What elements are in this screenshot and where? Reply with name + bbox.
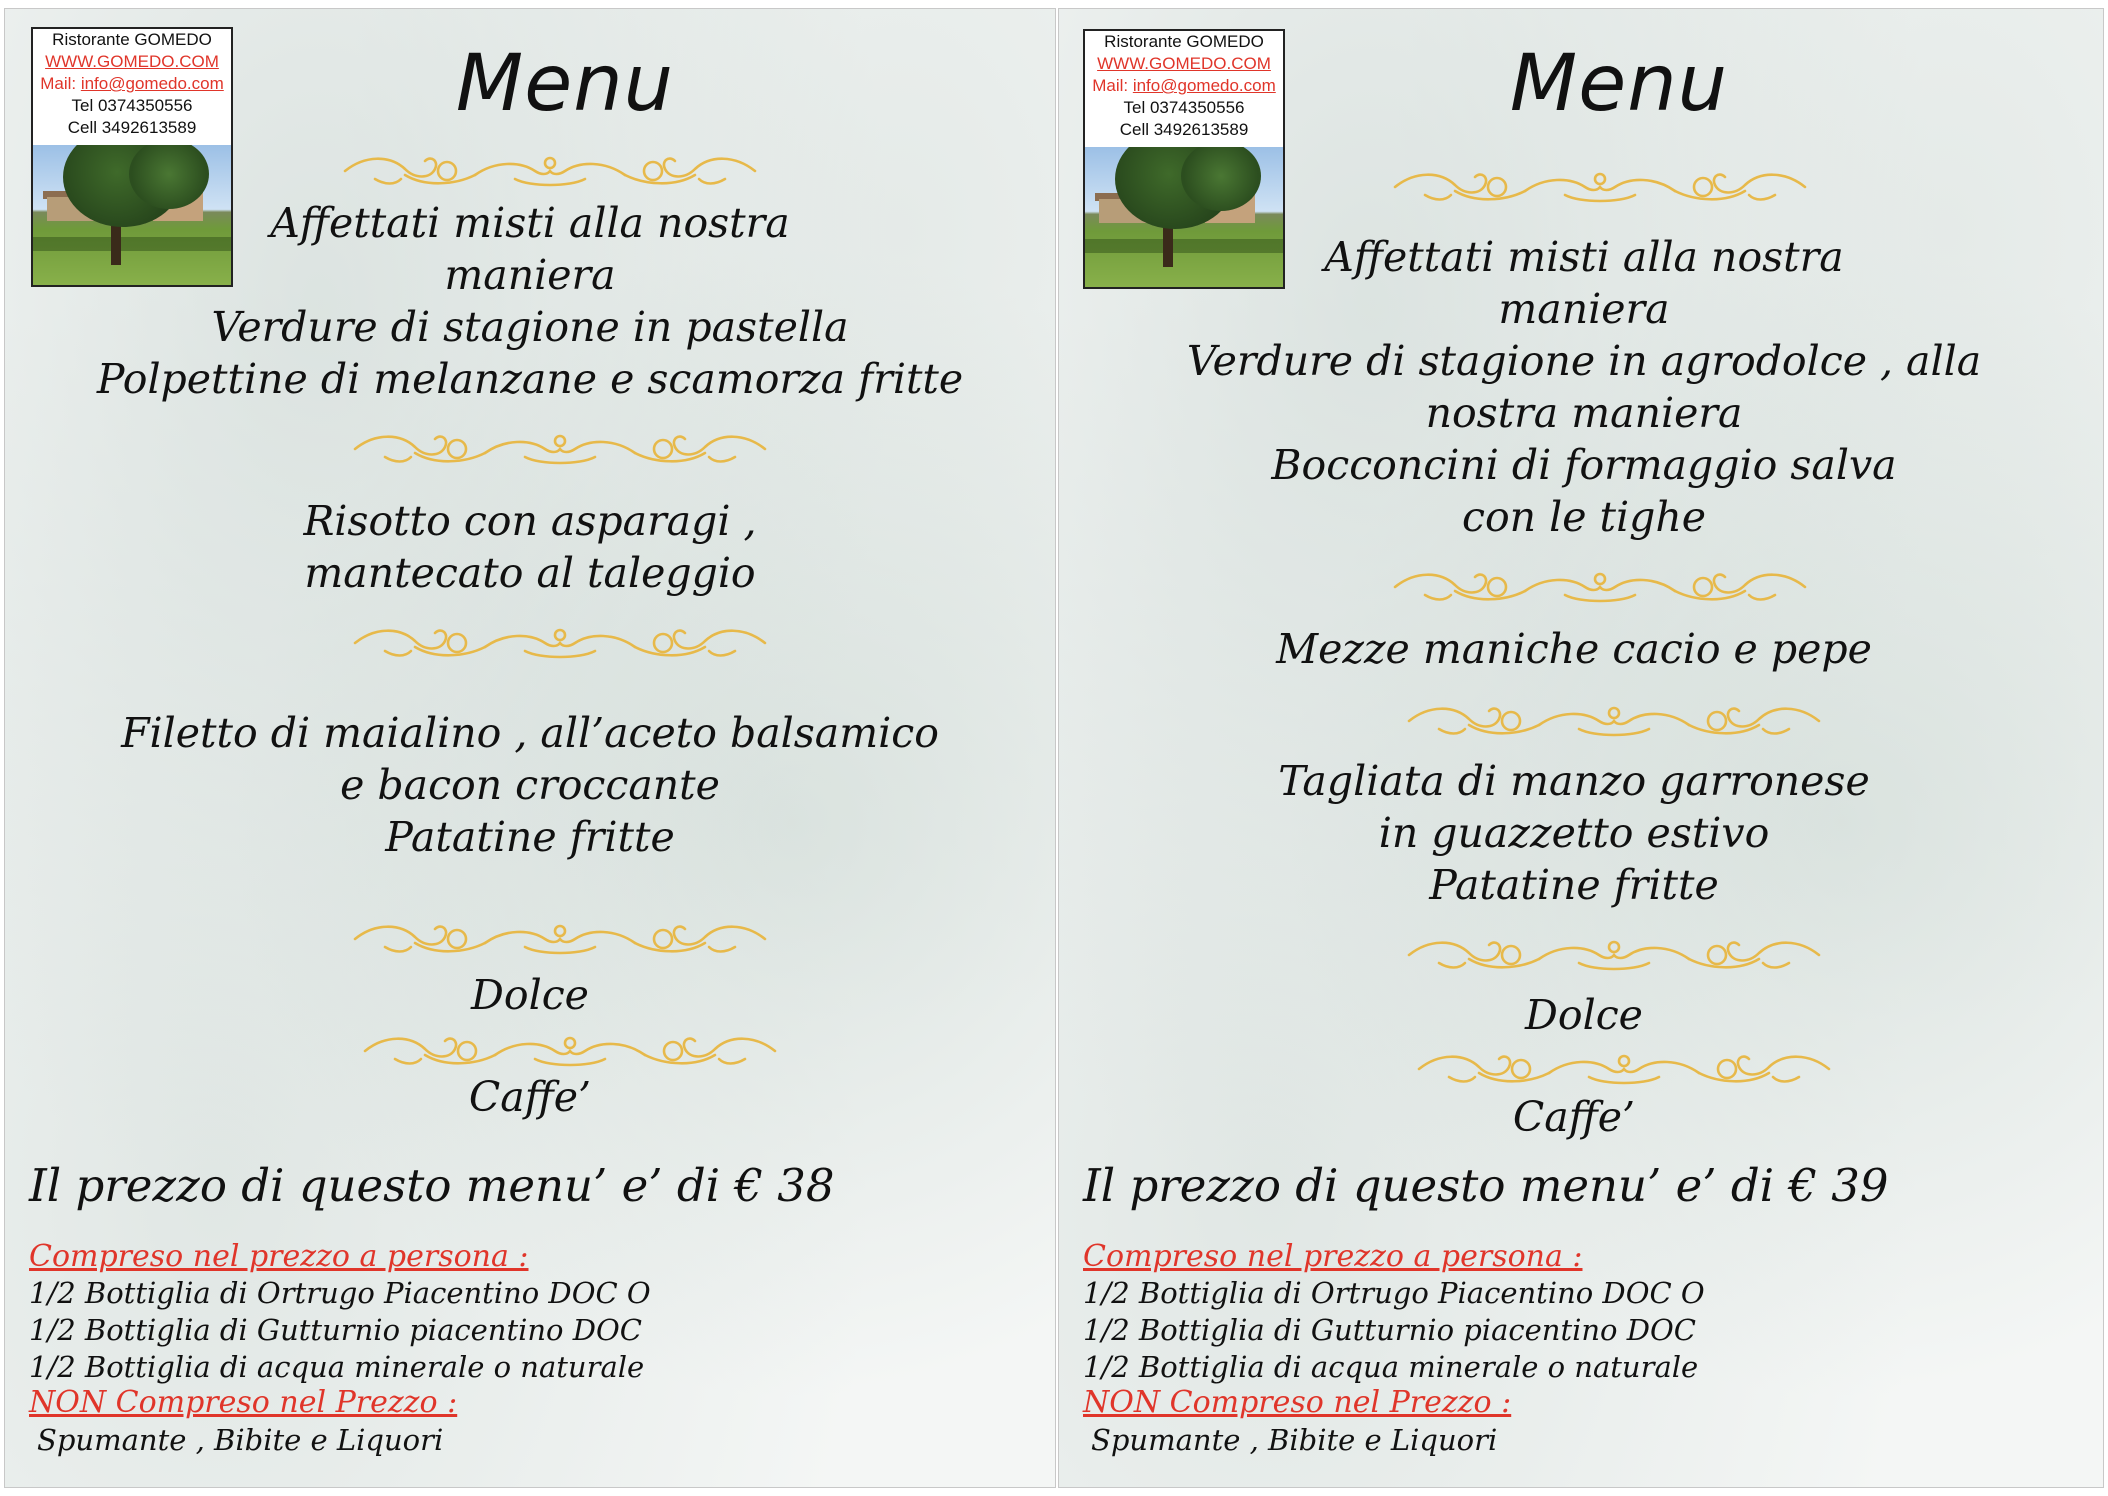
excluded-heading: NON Compreso nel Prezzo : bbox=[29, 1385, 458, 1420]
excluded-items: Spumante , Bibite e Liquori bbox=[1091, 1423, 1498, 1457]
course-caffe: Caffe’ bbox=[1512, 1093, 1636, 1141]
restaurant-phone: Tel 0374350556 bbox=[71, 96, 193, 115]
course-antipasti: Affettati misti alla nostra maniera Verdure di stagione in agrodolce , alla nostra maniera Bocconcini di formaggio salva con le tighe bbox=[1186, 233, 1982, 541]
list-item: 1/2 Bottiglia di acqua minerale o naturale bbox=[29, 1350, 645, 1384]
list-item: 1/2 Bottiglia di Ortrugo Piacentino DOC O bbox=[1083, 1276, 1705, 1310]
course-primo: Mezze maniche cacio e pepe bbox=[1276, 625, 1872, 673]
ornament-divider bbox=[1385, 565, 1815, 609]
course-secondo: Tagliata di manzo garronese in guazzetto estivo Patatine fritte bbox=[1278, 757, 1870, 909]
course-secondo: Filetto di maialino , all’aceto balsamico e bacon croccante Patatine fritte bbox=[121, 709, 939, 861]
ornament-divider bbox=[1399, 933, 1829, 977]
menu-page-2 bbox=[1058, 8, 2104, 1488]
restaurant-name: Ristorante GOMEDO bbox=[52, 30, 212, 49]
course-dolce: Dolce bbox=[1525, 991, 1643, 1039]
restaurant-email-link[interactable]: info@gomedo.com bbox=[1132, 76, 1276, 95]
mail-label: Mail: bbox=[40, 74, 81, 93]
ornament-divider bbox=[345, 621, 775, 665]
ornament-divider bbox=[1385, 165, 1815, 209]
restaurant-phone: Tel 0374350556 bbox=[1123, 98, 1245, 117]
menu-title: Menu bbox=[1509, 39, 1729, 129]
included-items-list bbox=[29, 1275, 651, 1386]
included-heading: Compreso nel prezzo a persona : bbox=[29, 1239, 529, 1274]
ornament-divider bbox=[345, 917, 775, 961]
restaurant-cell: Cell 3492613589 bbox=[67, 118, 197, 137]
menu-page-1 bbox=[4, 8, 1056, 1488]
restaurant-email-link[interactable]: info@gomedo.com bbox=[80, 74, 224, 93]
excluded-items: Spumante , Bibite e Liquori bbox=[37, 1423, 444, 1457]
list-item: 1/2 Bottiglia di Gutturnio piacentino DOC bbox=[1083, 1313, 1696, 1347]
menu-price: Il prezzo di questo menu’ e’ di € 39 bbox=[1083, 1159, 1889, 1212]
restaurant-website-link[interactable]: WWW.GOMEDO.COM bbox=[45, 52, 219, 71]
included-heading: Compreso nel prezzo a persona : bbox=[1083, 1239, 1583, 1274]
ornament-divider bbox=[1399, 699, 1829, 743]
restaurant-name: Ristorante GOMEDO bbox=[1104, 32, 1264, 51]
menu-title: Menu bbox=[455, 39, 675, 129]
course-primo: Risotto con asparagi , mantecato al taleggio bbox=[303, 497, 757, 597]
ornament-divider bbox=[345, 427, 775, 471]
ornament-divider bbox=[335, 149, 765, 193]
course-antipasti: Affettati misti alla nostra maniera Verdure di stagione in pastella Polpettine di melanzane e scamorza fritte bbox=[96, 199, 964, 403]
ornament-divider bbox=[355, 1029, 785, 1073]
mail-label: Mail: bbox=[1092, 76, 1133, 95]
list-item: 1/2 Bottiglia di acqua minerale o naturale bbox=[1083, 1350, 1699, 1384]
list-item: 1/2 Bottiglia di Gutturnio piacentino DOC bbox=[29, 1313, 642, 1347]
menu-price: Il prezzo di questo menu’ e’ di € 38 bbox=[29, 1159, 835, 1212]
ornament-divider bbox=[1409, 1047, 1839, 1091]
included-items-list bbox=[1083, 1275, 1705, 1386]
list-item: 1/2 Bottiglia di Ortrugo Piacentino DOC O bbox=[29, 1276, 651, 1310]
course-caffe: Caffe’ bbox=[468, 1073, 592, 1121]
restaurant-cell: Cell 3492613589 bbox=[1119, 120, 1249, 139]
excluded-heading: NON Compreso nel Prezzo : bbox=[1083, 1385, 1512, 1420]
restaurant-website-link[interactable]: WWW.GOMEDO.COM bbox=[1097, 54, 1271, 73]
course-dolce: Dolce bbox=[471, 971, 589, 1019]
